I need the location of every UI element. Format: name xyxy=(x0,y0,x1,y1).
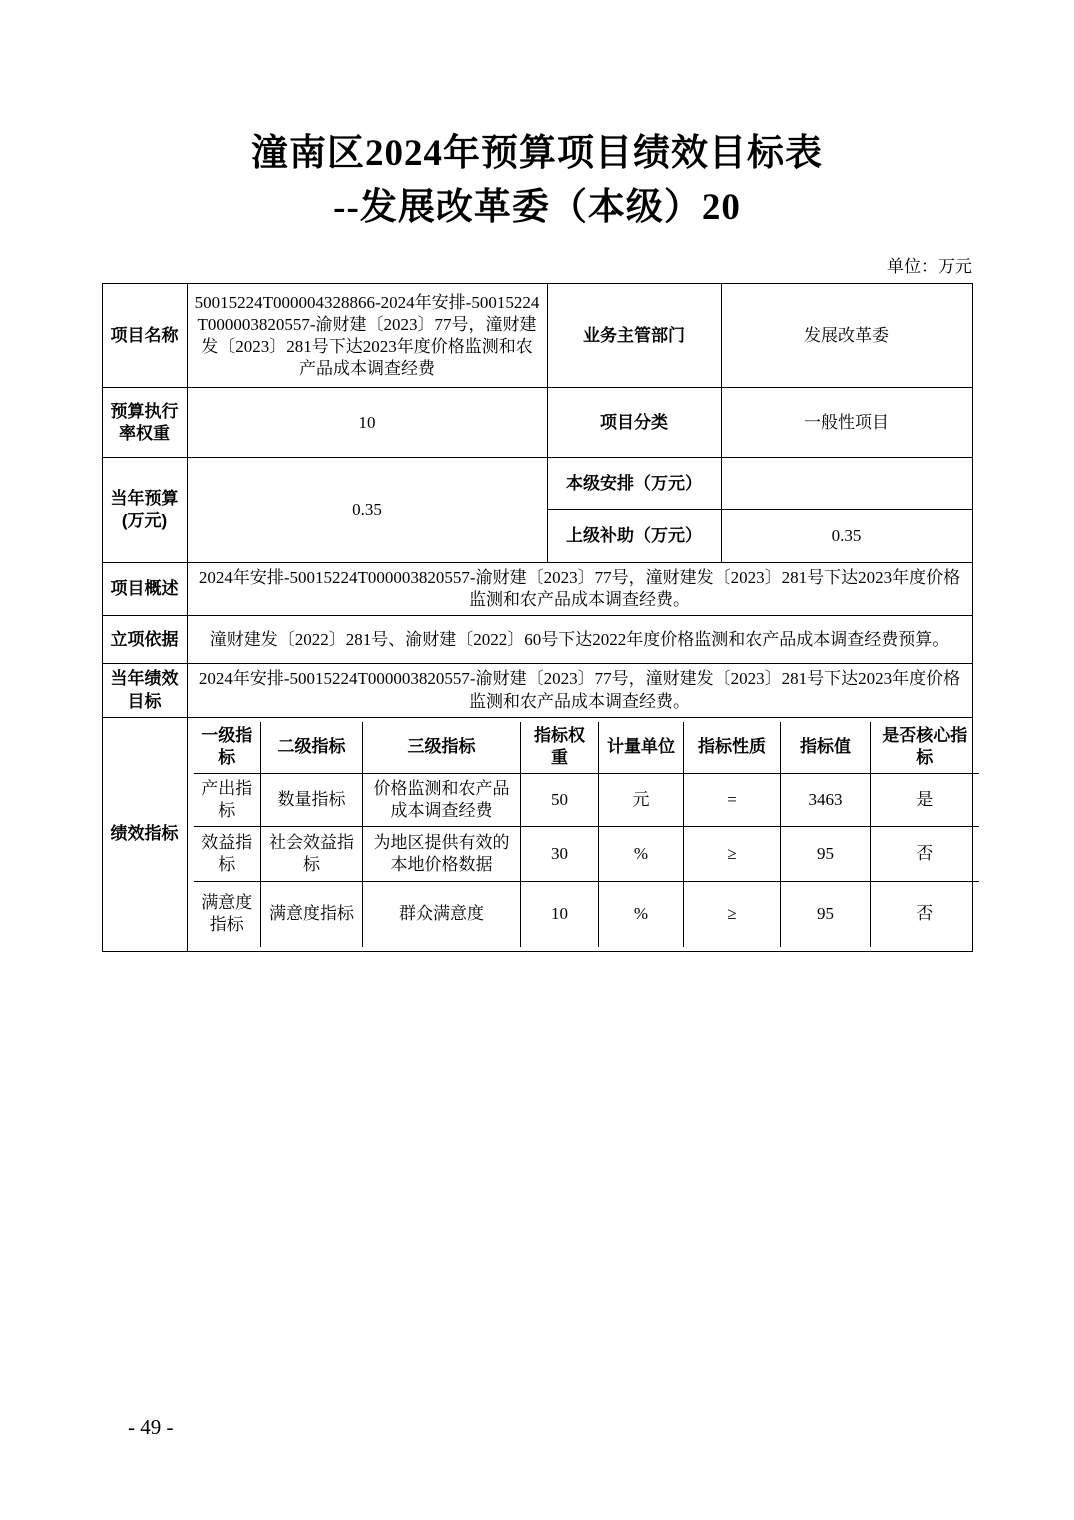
perf-cell-nature: ≥ xyxy=(684,882,781,947)
perf-cell-level1: 满意度指标 xyxy=(194,882,261,947)
exec-rate-value: 10 xyxy=(187,388,547,458)
perf-cell-weight: 30 xyxy=(521,827,599,882)
perf-cell-nature: ≥ xyxy=(684,827,781,882)
dept-label: 业务主管部门 xyxy=(547,284,721,388)
perf-cell-core: 是 xyxy=(871,774,979,827)
perf-header-weight: 指标权重 xyxy=(521,722,599,774)
perf-data-row xyxy=(194,827,979,882)
goal-value: 2024年安排-50015224T000003820557-渝财建〔2023〕77号，潼财建发〔2023〕281号下达2023年度价格监测和农产品成本调查经费。 xyxy=(187,664,972,717)
local-arrange-label: 本级安排（万元） xyxy=(547,458,721,510)
overview-label: 项目概述 xyxy=(102,563,187,616)
dept-value: 发展改革委 xyxy=(721,284,972,388)
perf-cell-value: 3463 xyxy=(781,774,871,827)
perf-indicator-table xyxy=(194,722,979,947)
perf-data-row xyxy=(194,882,979,947)
perf-data-row xyxy=(194,774,979,827)
perf-cell-level3: 为地区提供有效的本地价格数据 xyxy=(363,827,521,882)
category-value: 一般性项目 xyxy=(721,388,972,458)
perf-cell-level2: 社会效益指标 xyxy=(261,827,363,882)
perf-cell-level2: 满意度指标 xyxy=(261,882,363,947)
perf-cell-unit: 元 xyxy=(599,774,684,827)
perf-header-value: 指标值 xyxy=(781,722,871,774)
perf-section-label: 绩效指标 xyxy=(102,717,187,951)
project-name-value: 50015224T000004328866-2024年安排-50015224T000003820557-渝财建〔2023〕77号，潼财建发〔2023〕281号下达2023年度价格监测和农产品成本调查经费 xyxy=(187,284,547,388)
perf-cell-value: 95 xyxy=(781,827,871,882)
page-title: 潼南区2024年预算项目绩效目标表 xyxy=(251,133,823,174)
perf-header-row xyxy=(194,722,979,774)
perf-cell-core: 否 xyxy=(871,827,979,882)
table-row-goal xyxy=(102,664,972,717)
perf-header-nature: 指标性质 xyxy=(684,722,781,774)
perf-cell-level2: 数量指标 xyxy=(261,774,363,827)
table-row-budget-top xyxy=(102,458,972,510)
perf-subtable-cell xyxy=(187,717,972,951)
perf-header-level2: 二级指标 xyxy=(261,722,363,774)
basis-value: 潼财建发〔2022〕281号、渝财建〔2022〕60号下达2022年度价格监测和农产品成本调查经费预算。 xyxy=(187,616,972,664)
upper-subsidy-value: 0.35 xyxy=(721,510,972,563)
perf-header-level1: 一级指标 xyxy=(194,722,261,774)
perf-cell-level1: 产出指标 xyxy=(194,774,261,827)
perf-cell-weight: 10 xyxy=(521,882,599,947)
year-budget-label: 当年预算(万元) xyxy=(102,458,187,563)
table-row-performance xyxy=(102,717,972,951)
perf-header-unit: 计量单位 xyxy=(599,722,684,774)
perf-cell-unit: % xyxy=(599,882,684,947)
perf-cell-unit: % xyxy=(599,827,684,882)
table-row-project-name xyxy=(102,284,972,388)
perf-header-level3: 三级指标 xyxy=(363,722,521,774)
page-subtitle: --发展改革委（本级）20 xyxy=(333,187,741,229)
category-label: 项目分类 xyxy=(547,388,721,458)
exec-rate-label: 预算执行率权重 xyxy=(102,388,187,458)
table-row-basis xyxy=(102,616,972,664)
page-number: - 49 - xyxy=(128,1415,174,1439)
overview-value: 2024年安排-50015224T000003820557-渝财建〔2023〕77号，潼财建发〔2023〕281号下达2023年度价格监测和农产品成本调查经费。 xyxy=(187,563,972,616)
performance-target-table xyxy=(102,283,973,951)
perf-cell-weight: 50 xyxy=(521,774,599,827)
perf-header-core: 是否核心指标 xyxy=(871,722,979,774)
perf-cell-core: 否 xyxy=(871,882,979,947)
upper-subsidy-label: 上级补助（万元） xyxy=(547,510,721,563)
project-name-label: 项目名称 xyxy=(102,284,187,388)
perf-cell-value: 95 xyxy=(781,882,871,947)
local-arrange-value xyxy=(721,458,972,510)
perf-cell-nature: = xyxy=(684,774,781,827)
perf-cell-level3: 价格监测和农产品成本调查经费 xyxy=(363,774,521,827)
goal-label: 当年绩效目标 xyxy=(102,664,187,717)
basis-label: 立项依据 xyxy=(102,616,187,664)
year-budget-value: 0.35 xyxy=(187,458,547,563)
table-row-overview xyxy=(102,563,972,616)
table-row-exec-rate xyxy=(102,388,972,458)
perf-cell-level3: 群众满意度 xyxy=(363,882,521,947)
perf-cell-level1: 效益指标 xyxy=(194,827,261,882)
unit-note: 单位：万元 xyxy=(887,257,972,277)
